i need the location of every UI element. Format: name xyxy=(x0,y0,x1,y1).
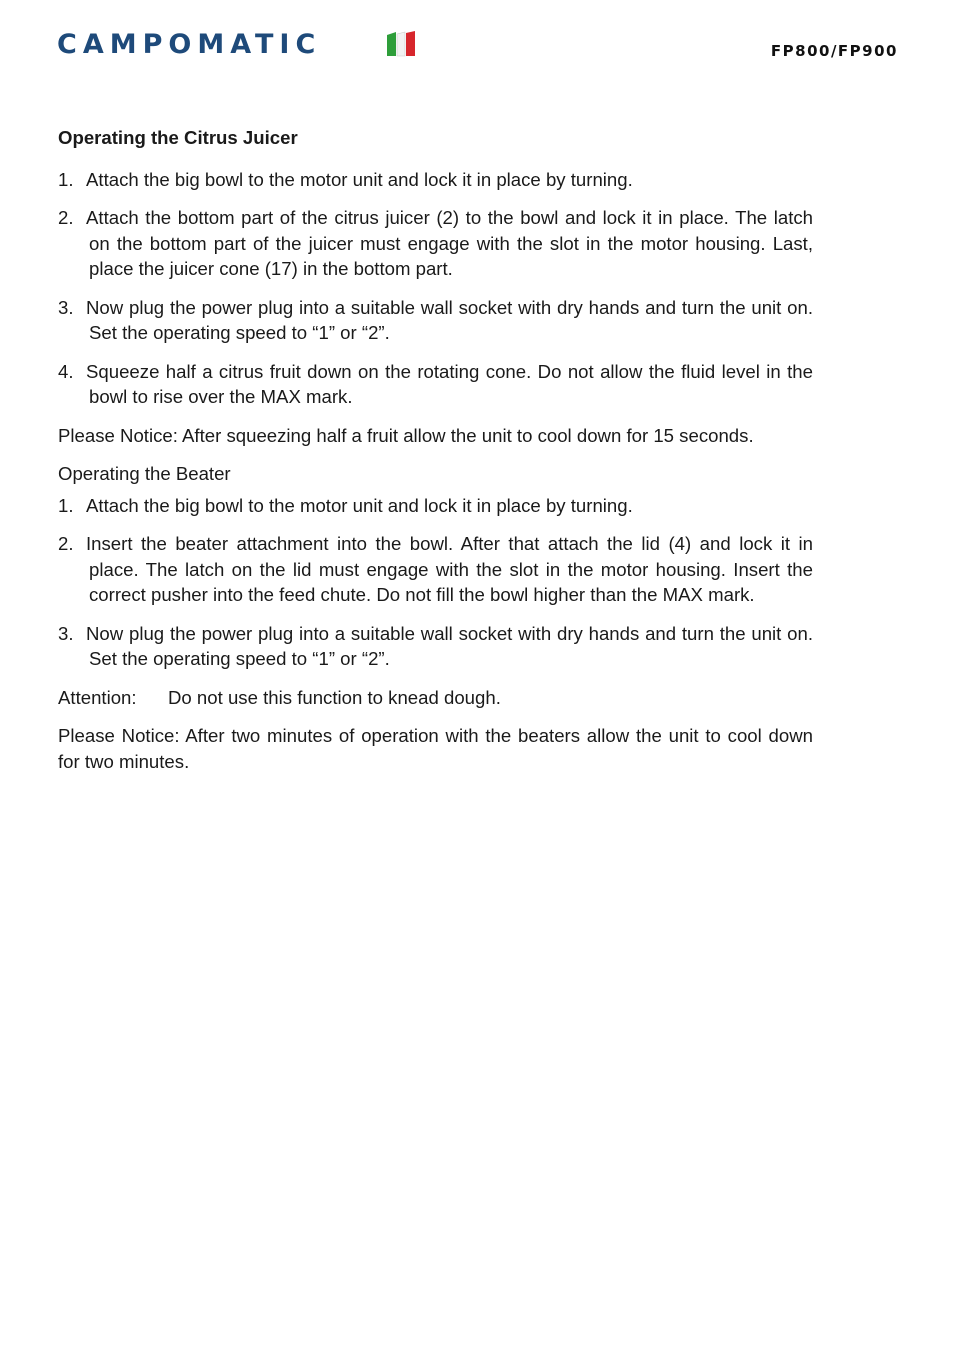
step-number: 1. xyxy=(58,168,74,190)
page-header xyxy=(0,0,954,80)
attention-text: Do not use this function to knead dough. xyxy=(168,686,501,708)
beater-step xyxy=(58,621,813,672)
step-text: Now plug the power plug into a suitable wall socket with dry hands and turn the unit on. Set the operating speed to “1” or “2”. xyxy=(86,622,813,669)
step-number: 4. xyxy=(58,360,74,382)
step-number: 2. xyxy=(58,207,74,228)
step-number: 1. xyxy=(58,494,74,516)
step-text: Insert the beater attachment into the bowl. After that attach the lid (4) and lock it in place. The latch on the lid must engage with the slot in the motor housing. Insert the correct pusher into the feed chute. Do not fill the bowl higher than the MAX mark. xyxy=(86,533,813,605)
step-text: Attach the big bowl to the motor unit and lock it in place by turning. xyxy=(86,494,633,516)
beater-heading: Operating the Beater xyxy=(58,463,231,484)
campomatic-logo xyxy=(57,30,419,60)
beater-step xyxy=(58,531,813,608)
step-number: 2. xyxy=(58,533,74,554)
beater-notice: Please Notice: After two minutes of operation with the beaters allow the unit to cool down for two minutes. xyxy=(58,725,813,772)
step-number: 3. xyxy=(58,622,74,644)
step-text: Now plug the power plug into a suitable wall socket with dry hands and turn the unit on. Set the operating speed to “1” or “2”. xyxy=(86,296,813,343)
beater-step xyxy=(58,493,813,519)
brand-name: CAMPOMATIC xyxy=(57,29,322,60)
citrus-step xyxy=(58,295,813,346)
citrus-step xyxy=(58,167,813,193)
citrus-notice: Please Notice: After squeezing half a fruit allow the unit to cool down for 15 seconds. xyxy=(58,424,754,446)
step-text: Attach the big bowl to the motor unit and lock it in place by turning. xyxy=(86,168,633,190)
model-number: FP800/FP900 xyxy=(770,42,898,60)
citrus-step xyxy=(58,359,813,410)
step-text: Squeeze half a citrus fruit down on the rotating cone. Do not allow the fluid level in the bowl to rise over the MAX mark. xyxy=(86,360,813,407)
document-body xyxy=(58,125,813,787)
attention-note xyxy=(58,685,813,711)
attention-label: Attention: xyxy=(58,686,137,708)
citrus-step xyxy=(58,205,813,282)
citrus-heading: Operating the Citrus Juicer xyxy=(58,127,298,148)
step-number: 3. xyxy=(58,296,74,318)
italian-flag-icon xyxy=(385,31,417,57)
step-text: Attach the bottom part of the citrus juicer (2) to the bowl and lock it in place. The latch on the bottom part of the juicer must engage with the slot in the motor housing. Last, place the juicer cone (17) in the bottom part. xyxy=(86,207,813,279)
